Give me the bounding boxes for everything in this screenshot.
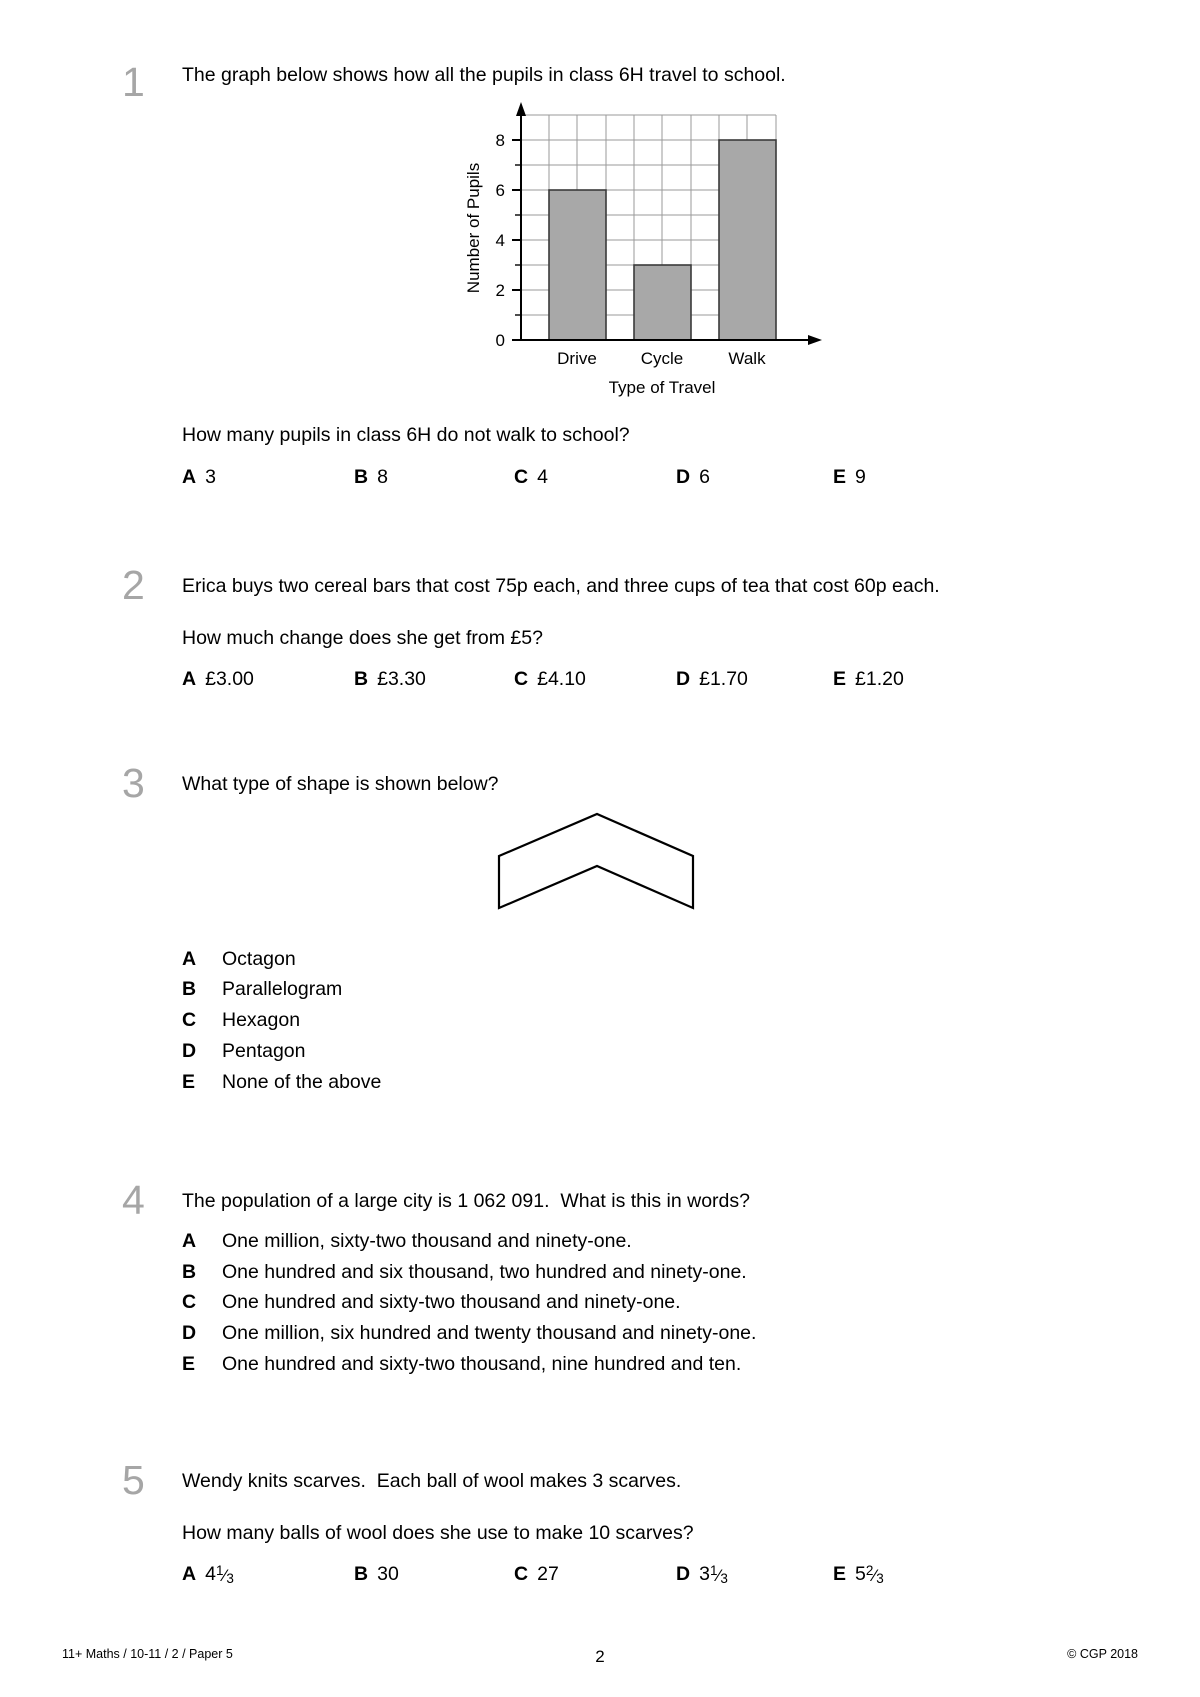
footer-copyright: © CGP 2018 xyxy=(1067,1647,1138,1661)
option-b[interactable] xyxy=(354,1563,514,1586)
option-text: £1.70 xyxy=(699,668,748,691)
option-a[interactable] xyxy=(182,944,1100,975)
option-e[interactable] xyxy=(833,1563,884,1586)
option-letter: A xyxy=(182,947,197,970)
option-text: One hundred and six thousand, two hundred and ninety-one. xyxy=(222,1260,747,1283)
answer-options-q5 xyxy=(182,1563,1100,1586)
option-text: 8 xyxy=(377,465,388,488)
option-letter: A xyxy=(182,668,197,691)
option-d[interactable] xyxy=(182,1318,1100,1349)
footer-source: 11+ Maths / 10-11 / 2 / Paper 5 xyxy=(62,1647,233,1661)
option-text: £3.30 xyxy=(377,668,426,691)
bar-chart-svg xyxy=(446,100,836,400)
option-text: £3.00 xyxy=(205,668,254,691)
bar-chart xyxy=(182,100,1100,400)
option-c[interactable] xyxy=(182,1287,1100,1318)
option-letter: D xyxy=(182,1322,197,1345)
option-c[interactable] xyxy=(514,1563,676,1586)
y-tick-labels xyxy=(496,131,505,350)
question-4 xyxy=(0,1176,1200,1380)
option-text: One million, six hundred and twenty thousand and ninety-one. xyxy=(222,1322,757,1345)
option-letter: A xyxy=(182,1229,197,1252)
question-number: 5 xyxy=(122,1456,145,1503)
answer-options-q3 xyxy=(182,944,1100,1098)
option-letter: C xyxy=(514,465,529,488)
option-text: Hexagon xyxy=(222,1009,301,1032)
option-c[interactable] xyxy=(182,1005,1100,1036)
question-5 xyxy=(0,1456,1200,1587)
option-letter: D xyxy=(182,1039,197,1062)
option-text: One million, sixty-two thousand and ninety-one. xyxy=(222,1229,632,1252)
question-2 xyxy=(0,561,1200,692)
option-value xyxy=(205,1563,234,1586)
y-axis-title: Number of Pupils xyxy=(464,163,483,294)
chevron-shape xyxy=(182,812,1100,922)
denominator: 3 xyxy=(226,1571,234,1587)
option-e[interactable] xyxy=(833,466,866,489)
question-number: 1 xyxy=(122,59,145,105)
svg-text:Walk: Walk xyxy=(728,349,766,369)
option-e[interactable] xyxy=(182,1067,1100,1098)
bar-walk xyxy=(719,140,776,340)
option-b[interactable] xyxy=(354,466,514,489)
option-text: Parallelogram xyxy=(222,978,343,1001)
option-b[interactable] xyxy=(182,974,1100,1005)
question-stem: Wendy knits scarves. Each ball of wool makes 3 scarves. xyxy=(182,1469,682,1492)
option-letter: C xyxy=(182,1009,197,1032)
option-text: 3 xyxy=(205,465,216,488)
option-letter: C xyxy=(514,668,529,691)
svg-text:Drive: Drive xyxy=(557,349,597,369)
option-letter: E xyxy=(833,465,847,488)
option-text: None of the above xyxy=(222,1070,382,1093)
chevron-shape-svg xyxy=(491,812,791,922)
numerator: 1 xyxy=(215,1563,224,1579)
page-footer xyxy=(0,1647,1200,1666)
option-letter: D xyxy=(676,1563,691,1586)
option-letter: A xyxy=(182,1563,197,1586)
page-number: 2 xyxy=(595,1647,605,1666)
svg-text:Cycle: Cycle xyxy=(640,349,684,369)
y-axis-ticks xyxy=(512,140,521,340)
option-b[interactable] xyxy=(354,668,514,691)
svg-text:4: 4 xyxy=(495,231,505,251)
option-value xyxy=(699,1563,728,1586)
option-d[interactable] xyxy=(676,1563,833,1586)
x-tick-labels xyxy=(557,349,766,368)
question-3 xyxy=(0,760,1200,1097)
option-a[interactable] xyxy=(182,668,354,691)
numerator: 2 xyxy=(865,1563,874,1579)
svg-text:6: 6 xyxy=(495,181,505,201)
option-letter: D xyxy=(676,465,691,488)
answer-options-q1 xyxy=(182,466,1100,489)
answer-options-q4 xyxy=(182,1226,1100,1380)
bar-cycle xyxy=(634,265,691,340)
option-value: 27 xyxy=(537,1563,559,1586)
fraction xyxy=(709,1563,728,1587)
option-text: One hundred and sixty-two thousand and ninety-one. xyxy=(222,1291,681,1314)
option-letter: C xyxy=(182,1291,197,1314)
option-value: 30 xyxy=(377,1563,399,1586)
option-letter: A xyxy=(182,465,197,488)
fraction-slash: ⁄ xyxy=(717,1565,721,1585)
question-1 xyxy=(0,0,1200,489)
option-e[interactable] xyxy=(833,668,904,691)
option-letter: C xyxy=(514,1563,529,1586)
option-letter: B xyxy=(354,668,369,691)
option-letter: E xyxy=(182,1353,196,1376)
option-text: Octagon xyxy=(222,947,296,970)
question-sub: How many balls of wool does she use to make 10 scarves? xyxy=(182,1522,694,1545)
x-axis-title: Type of Travel xyxy=(608,378,716,398)
whole-number: 3 xyxy=(699,1563,710,1586)
option-text: 6 xyxy=(699,465,710,488)
fraction-slash: ⁄ xyxy=(873,1565,877,1585)
question-number: 4 xyxy=(122,1176,145,1223)
question-sub: How much change does she get from £5? xyxy=(182,626,543,649)
option-letter: E xyxy=(833,1563,847,1586)
option-letter: B xyxy=(354,465,369,488)
option-letter: B xyxy=(182,1260,197,1283)
answer-options-q2 xyxy=(182,668,1100,691)
svg-text:0: 0 xyxy=(495,331,505,351)
option-letter: B xyxy=(354,1563,369,1586)
option-text: £4.10 xyxy=(537,668,586,691)
option-text: £1.20 xyxy=(855,668,904,691)
option-a[interactable] xyxy=(182,1563,354,1586)
question-stem: Erica buys two cereal bars that cost 75p each, and three cups of tea that cost 60p each. xyxy=(182,574,940,597)
option-a[interactable] xyxy=(182,1226,1100,1257)
option-text: One hundred and sixty-two thousand, nine hundred and ten. xyxy=(222,1353,742,1376)
svg-text:2: 2 xyxy=(495,281,505,301)
question-sub: How many pupils in class 6H do not walk to school? xyxy=(182,424,630,447)
question-number: 3 xyxy=(122,760,145,807)
option-letter: E xyxy=(833,668,847,691)
denominator: 3 xyxy=(720,1571,728,1587)
option-letter: D xyxy=(676,668,691,691)
question-stem: The graph below shows how all the pupils in class 6H travel to school. xyxy=(182,64,786,86)
question-stem: What type of shape is shown below? xyxy=(182,773,499,796)
option-d[interactable] xyxy=(676,466,833,489)
option-text: 4 xyxy=(537,465,548,488)
svg-text:8: 8 xyxy=(495,131,505,151)
option-value xyxy=(855,1563,884,1586)
option-letter: B xyxy=(182,978,197,1001)
denominator: 3 xyxy=(876,1571,884,1587)
option-text: 9 xyxy=(855,465,866,488)
fraction xyxy=(215,1563,234,1587)
fraction xyxy=(865,1563,884,1587)
option-text: Pentagon xyxy=(222,1039,306,1062)
option-d[interactable] xyxy=(676,668,833,691)
option-b[interactable] xyxy=(182,1257,1100,1288)
option-letter: E xyxy=(182,1070,196,1093)
whole-number: 5 xyxy=(855,1563,866,1586)
fraction-slash: ⁄ xyxy=(223,1565,227,1585)
whole-number: 4 xyxy=(205,1563,216,1586)
option-a[interactable] xyxy=(182,466,354,489)
option-c[interactable] xyxy=(514,668,676,691)
option-e[interactable] xyxy=(182,1349,1100,1380)
option-d[interactable] xyxy=(182,1036,1100,1067)
hexagon-chevron-path xyxy=(499,814,693,908)
question-number: 2 xyxy=(122,561,145,608)
bar-drive xyxy=(549,190,606,340)
numerator: 1 xyxy=(709,1563,718,1579)
question-stem: The population of a large city is 1 062 091. What is this in words? xyxy=(182,1189,750,1212)
option-c[interactable] xyxy=(514,466,676,489)
